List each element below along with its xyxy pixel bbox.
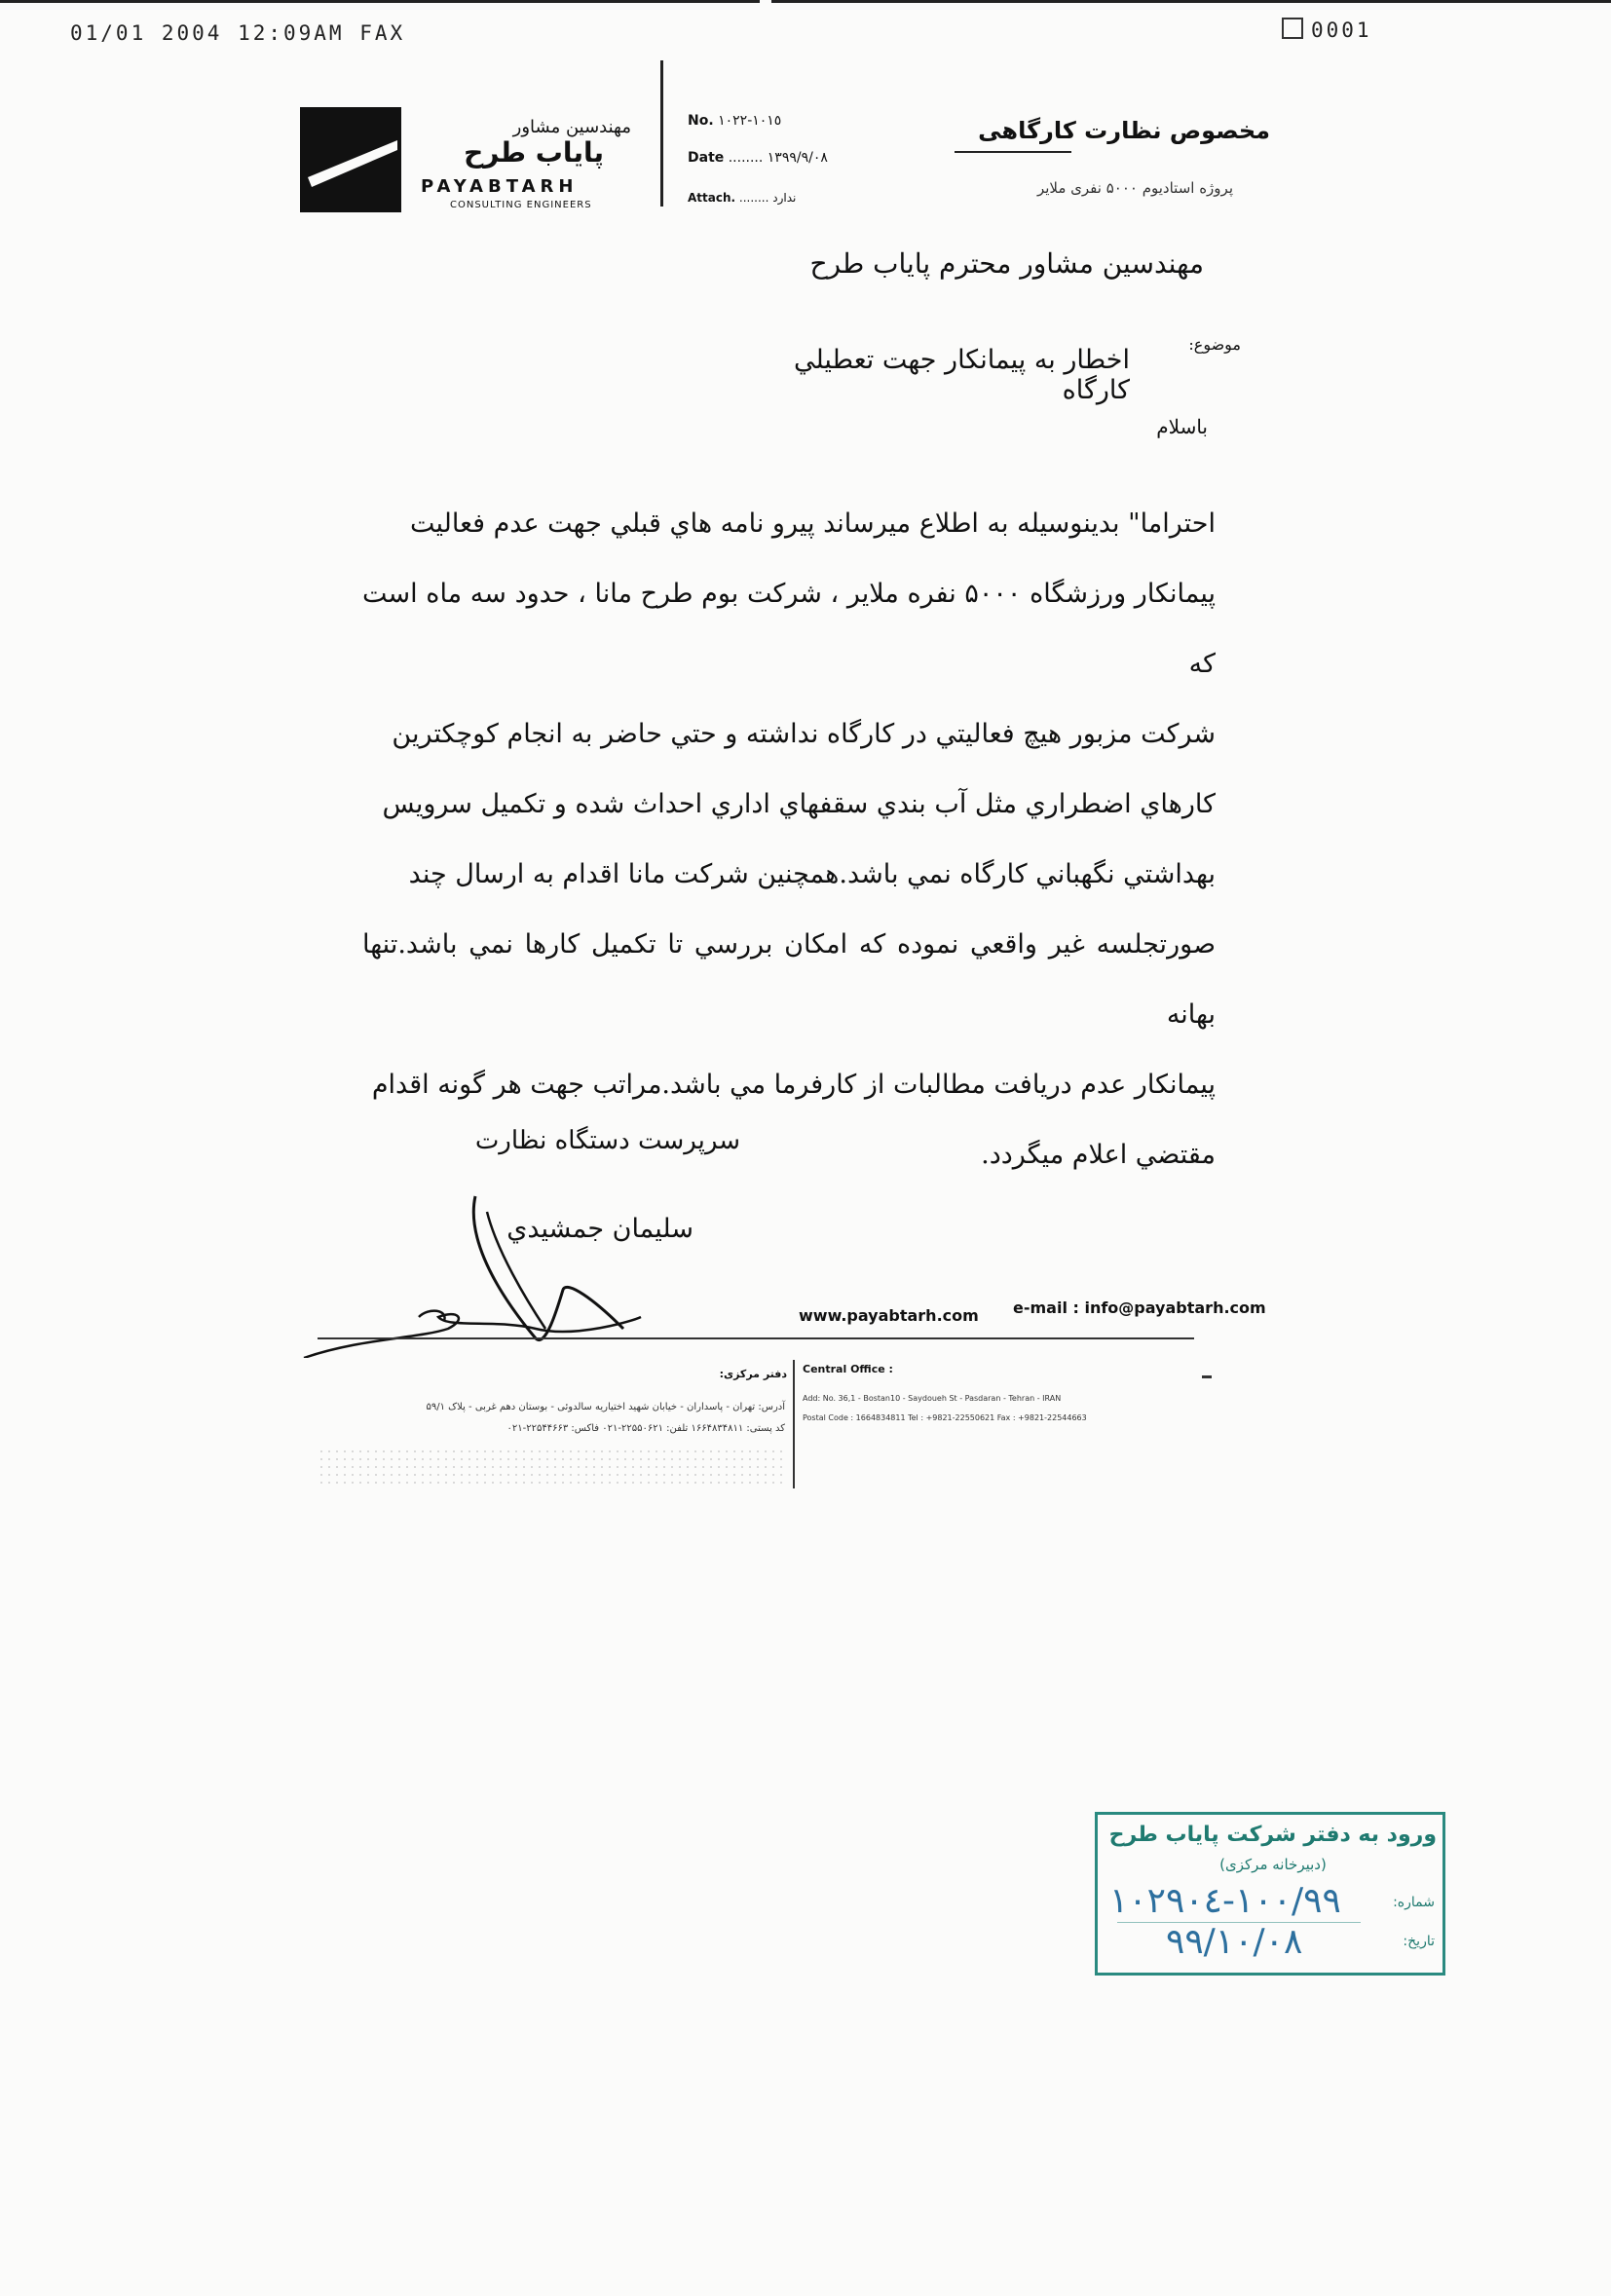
stamp-date-label: تاریخ: — [1403, 1934, 1435, 1949]
special-heading-underline — [955, 151, 1071, 153]
firm-name-en: PAYABTARH — [421, 176, 579, 197]
project-name: پروژه استادیوم ۵۰۰۰ نفری ملایر — [1036, 179, 1233, 197]
letter-attach-label: Attach. — [688, 191, 736, 205]
stamp-number-label: شماره: — [1393, 1895, 1435, 1910]
letter-attach: Attach. ........ ندارد — [688, 191, 797, 205]
body-line: كارهاي اضطراري مثل آب بندي سقفهاي اداري احداث شده و تكميل سرويس — [382, 789, 1216, 819]
fax-top-rule-right — [771, 0, 1611, 3]
address-en-line: Postal Code : 1664834811 Tel : +9821-22550621 Fax : +9821-22544663 — [803, 1413, 1087, 1422]
footer-dash-mark — [1202, 1375, 1212, 1378]
body-line: مقتضي اعلام ميگردد. — [981, 1140, 1216, 1170]
fax-page-value: 0001 — [1311, 19, 1372, 42]
fax-top-rule — [0, 0, 760, 3]
company-email: e-mail : info@payabtarh.com — [1013, 1299, 1266, 1317]
body-line: احتراما" بدينوسيله به اطلاع ميرساند پيرو نامه هاي قبلي جهت عدم فعاليت — [409, 508, 1216, 539]
letter-date-value: ١٣٩٩/٩/٠٨ — [767, 150, 828, 166]
address-fa-line: کد پستی: ۱۶۶۴۸۳۴۸۱۱ تلفن: ۲۲۵۵۰۶۲۱-۰۲۱ فاکس: ۲۲۵۴۴۶۶۳-۰۲۱ — [506, 1423, 785, 1434]
company-website: www.payabtarh.com — [799, 1306, 979, 1325]
handwritten-signature — [302, 1192, 643, 1358]
greeting: باسلام — [1156, 415, 1208, 438]
body-line: پيمانكار ورزشگاه ۵۰۰۰ نفره ملاير ، شركت بوم طرح مانا ، حدود سه ماه است كه — [362, 579, 1216, 679]
fax-page-number — [1282, 18, 1372, 42]
address-fa — [318, 1397, 785, 1440]
signer-name: سليمان جمشيدي — [506, 1214, 693, 1244]
central-office-fa-label: دفتر مرکزی: — [719, 1368, 787, 1380]
letter-date-label: Date — [688, 150, 725, 166]
stamp-number-value: ١٠٠/٩٩-١٠٢٩٠٤ — [1109, 1881, 1341, 1921]
fax-page-icon — [1282, 18, 1303, 39]
footer-divider — [793, 1360, 795, 1488]
letter-date: Date ........ ١٣٩٩/٩/٠٨ — [688, 150, 828, 166]
subject: اخطار به پيمانكار جهت تعطيلي كارگاه — [793, 345, 1130, 405]
body-line: پيمانكار عدم دريافت مطالبات از كارفرما مي باشد.مراتب جهت هر گونه اقدام — [371, 1070, 1216, 1100]
body-line: صورتجلسه غير واقعي نموده كه امكان بررسي تا تكميل كارها نمي باشد.تنها بهانه — [362, 929, 1216, 1030]
body-line: شركت مزبور هيچ فعاليتي در كارگاه نداشته و حتي حاضر به انجام كوچكترين — [392, 719, 1216, 749]
firm-name-fa-line2: پاياب طرح — [464, 136, 604, 169]
letter-number-value: ١٠١٥-١٠٢٢ — [718, 113, 782, 129]
firm-name-en-sub: CONSULTING ENGINEERS — [450, 200, 592, 210]
letter-body — [362, 489, 1216, 1190]
footer-rule — [318, 1337, 1194, 1339]
stamp-date-value: ٩٩/١٠/٠٨ — [1166, 1922, 1303, 1962]
address-en-line: Add: No. 36,1 - Bostan10 - Saydoueh St - Pasdaran - Tehran - IRAN — [803, 1394, 1062, 1403]
recipient: مهندسين مشاور محترم پاياب طرح — [809, 247, 1204, 280]
signer-title: سرپرست دستگاه نظارت — [474, 1126, 740, 1155]
letter-number — [688, 113, 781, 129]
body-line: بهداشتي نگهباني كارگاه نمي باشد.همچنين شركت مانا اقدام به ارسال چند — [408, 859, 1216, 889]
special-supervision-heading: مخصوص نظارت کارگاهی — [978, 117, 1270, 144]
letterhead-divider — [660, 60, 663, 207]
address-fa-line: آدرس: تهران - پاسداران - خیابان شهید اختیاریه سالدوئی - بوستان دهم غربی - پلاک ۵۹/۱ — [426, 1402, 785, 1412]
letter-number-label: No. — [688, 113, 714, 129]
subject-label: موضوع: — [1188, 335, 1241, 354]
footer-speckle — [318, 1448, 785, 1487]
payabtarh-logo-icon — [300, 107, 401, 212]
firm-name-fa-line1: مهندسين مشاور — [512, 117, 631, 137]
address-en — [803, 1389, 1192, 1428]
central-office-en-label: Central Office : — [803, 1363, 893, 1375]
fax-header: 01/01 2004 12:09AM FAX — [70, 21, 406, 45]
stamp-title: ورود به دفتر شرکت پایاب طرح — [1108, 1823, 1437, 1847]
stamp-subtitle: (دبیرخانه مرکزی) — [1219, 1856, 1327, 1873]
received-stamp — [1095, 1812, 1445, 1976]
letter-attach-value: ندارد — [772, 191, 797, 205]
